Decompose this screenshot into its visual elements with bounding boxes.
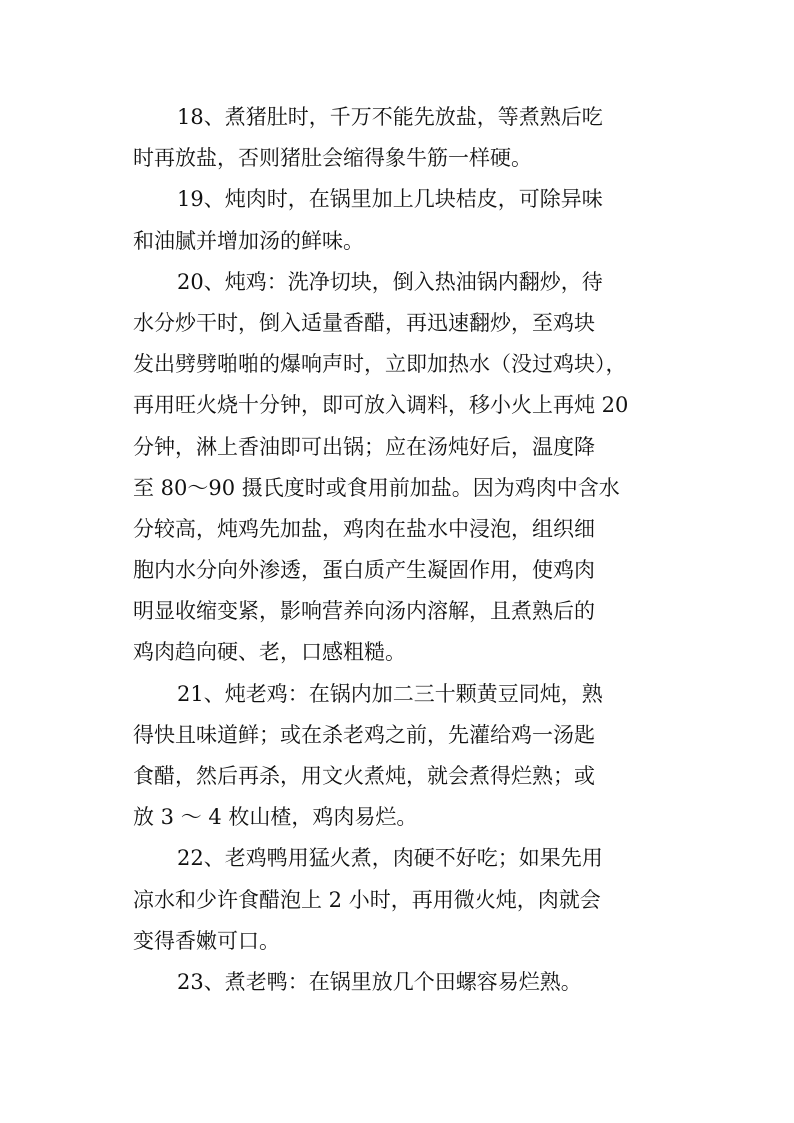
tip-20-line-5: 分钟，淋上香油即可出锅；应在汤炖好后，温度降 [133,434,595,459]
document-body [133,97,693,1003]
tip-21-line-1: 21、炖老鸡：在锅内加二三十颗黄豆同炖，熟 [177,681,603,706]
tip-22-line-2: 凉水和少许食醋泡上 2 小时，再用微火炖，肉就会 [133,887,601,912]
tip-21-line-3: 食醋，然后再杀，用文火煮炖，就会煮得烂熟；或 [133,764,595,788]
tip-19-line-1: 19、炖肉时，在锅里加上几块桔皮，可除异味 [177,187,603,212]
tip-18-line-2: 时再放盐，否则猪肚会缩得象牛筋一样硬。 [133,146,532,171]
tip-20-line-1: 20、炖鸡：洗净切块，倒入热油锅内翻炒，待 [177,269,603,294]
tip-23-line-1: 23、煮老鸭：在锅里放几个田螺容易烂熟。 [177,969,582,994]
tip-20-line-10: 鸡肉趋向硬、老，口感粗糙。 [133,640,406,665]
tip-20-line-3: 发出劈劈啪啪的爆响声时，立即加热水（没过鸡块）， [133,352,627,377]
tip-20-line-6: 至 80～90 摄氏度时或食用前加盐。因为鸡肉中含水 [133,475,620,500]
tip-18-line-1: 18、煮猪肚时，千万不能先放盐，等煮熟后吃 [177,105,603,129]
tip-21-line-4: 放 3 ～ 4 枚山楂，鸡肉易烂。 [133,805,418,830]
tip-19-line-2: 和油腻并增加汤的鲜味。 [133,228,364,253]
tip-20-line-4: 再用旺火烧十分钟，即可放入调料，移小火上再炖 20 [133,393,629,418]
tip-20-line-9: 明显收缩变紧，影响营养向汤内溶解，且煮熟后的 [133,599,595,624]
tip-21-line-2: 得快且味道鲜；或在杀老鸡之前，先灌给鸡一汤匙 [133,722,595,747]
tip-22-line-3: 变得香嫩可口。 [133,928,280,953]
tip-20-line-8: 胞内水分向外渗透，蛋白质产生凝固作用，使鸡肉 [133,558,595,583]
tip-20-line-7: 分较高，炖鸡先加盐，鸡肉在盐水中浸泡，组织细 [133,516,595,541]
tip-22-line-1: 22、老鸡鸭用猛火煮，肉硬不好吃；如果先用 [177,846,603,871]
tip-20-line-2: 水分炒干时，倒入适量香醋，再迅速翻炒，至鸡块 [133,310,595,335]
